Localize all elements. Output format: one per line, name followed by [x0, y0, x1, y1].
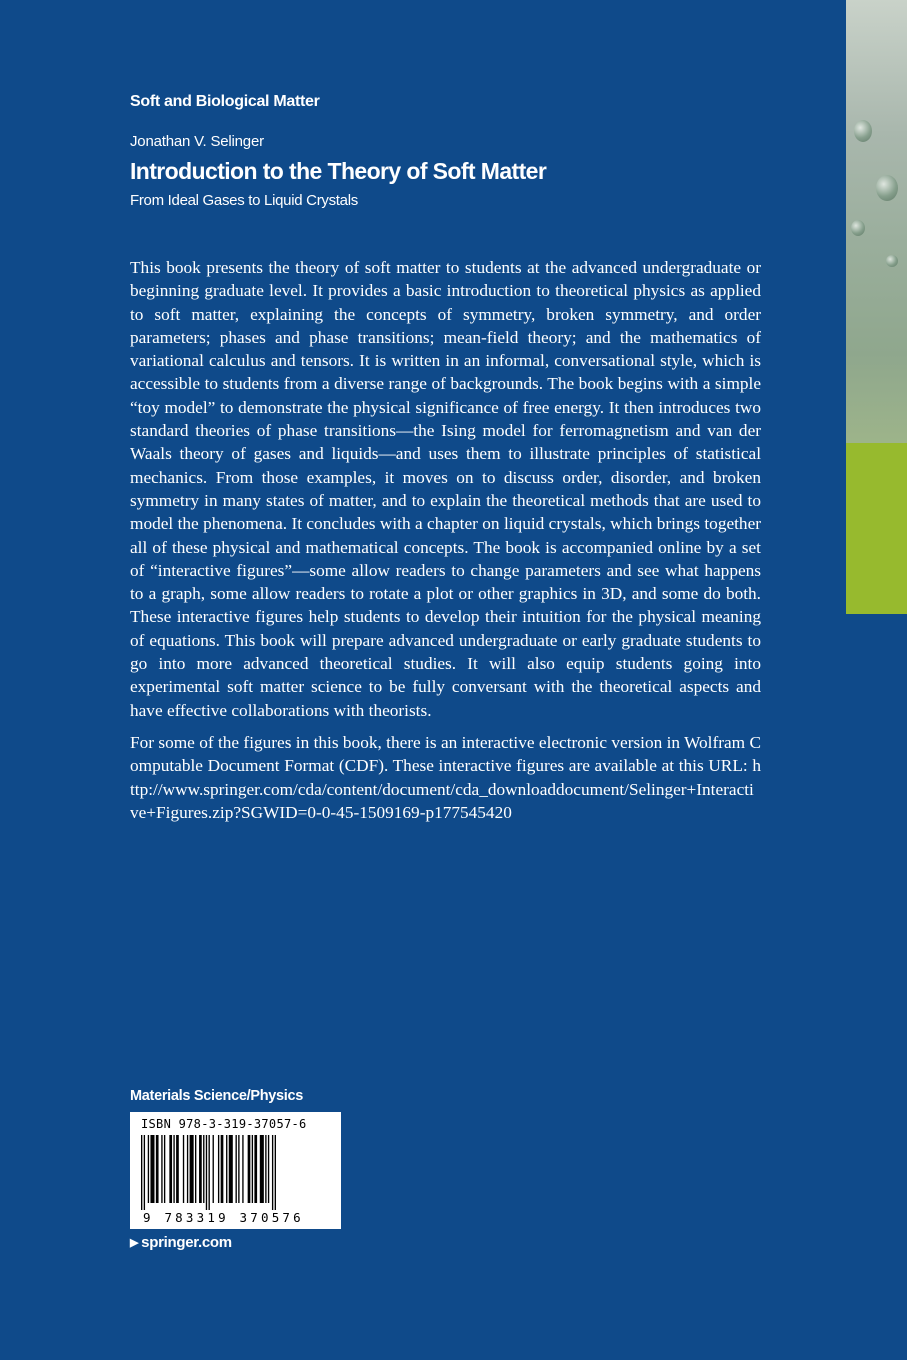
barcode-bars: [139, 1135, 333, 1210]
barcode-bar: [272, 1135, 273, 1210]
barcode-bar: [209, 1135, 210, 1210]
barcode-bar: [229, 1135, 233, 1203]
book-subtitle: From Ideal Gases to Liquid Crystals: [130, 192, 358, 209]
barcode-bar: [206, 1135, 207, 1210]
barcode-bar: [254, 1135, 257, 1203]
barcode-bar: [183, 1135, 184, 1203]
barcode-bar: [203, 1135, 204, 1203]
isbn-barcode: [130, 1112, 341, 1229]
barcode-bar: [226, 1135, 227, 1203]
barcode-bar: [161, 1135, 162, 1203]
barcode-digits: 9 783319 370576: [143, 1210, 304, 1225]
springer-link[interactable]: [130, 1234, 232, 1251]
cover-photo-fragment: [846, 0, 907, 443]
barcode-bar: [268, 1135, 269, 1203]
book-description: This book presents the theory of soft matter to students at the advanced undergraduate or beginning graduate level. It provides a basic introduction to theoretical physics as applied to soft matter, explaining the concepts of symmetry, broken symmetry, and order parameters; phases and phase transitions; mean-field theory; and the mathematics of variational calculus and tensors. It is written in an informal, conversational style, which is accessible to students from a diverse range of backgrounds. The book begins with a simple “toy model” to demonstrate the physical significance of free energy. It then introduces two standard theories of phase transitions—the Ising model for ferromagnetism and van der Waals theory of gases and liquids—and uses them to illustrate principles of statistical mechanics. From those examples, it moves on to discuss order, disorder, and broken symmetry in many states of matter, and to explain the theoretical methods that are used to model the phenomena. It concludes with a chapter on liquid crystals, which brings together all of these physical and mathematical concepts. The book is accompanied online by a set of “interactive figures”—some allow readers to change parameters and see what happens to a graph, some allow readers to rotate a plot or other graphics in 3D, and some do both. These interactive figures help students to develop their intuition for the physical meaning of equations. This book will prepare advanced undergraduate or early graduate students to go into more advanced theoretical studies. It will also equip students going into experimental soft matter science to be fully conversant with the theoretical aspects and have effective collaborations with theorists.: [130, 258, 761, 720]
barcode-bar: [141, 1135, 142, 1210]
barcode-bar: [164, 1135, 165, 1203]
barcode-bar: [252, 1135, 253, 1203]
barcode-bar: [260, 1135, 264, 1203]
arrow-right-icon: ▶: [130, 1237, 139, 1249]
author-name: Jonathan V. Selinger: [130, 133, 264, 150]
barcode-bar: [265, 1135, 266, 1203]
barcode-bar: [242, 1135, 243, 1203]
series-title: Soft and Biological Matter: [130, 93, 320, 110]
barcode-bar: [275, 1135, 276, 1210]
barcode-bar: [238, 1135, 239, 1203]
barcode-bar: [236, 1135, 237, 1203]
cover-spine-strip: [846, 0, 907, 1360]
springer-link-label: springer.com: [141, 1234, 232, 1251]
barcode-bar: [248, 1135, 251, 1203]
barcode-bar: [199, 1135, 202, 1203]
barcode-bar: [148, 1135, 149, 1203]
barcode-bar: [150, 1135, 154, 1203]
book-title: Introduction to the Theory of Soft Matter: [130, 158, 547, 184]
barcode-bar: [156, 1135, 159, 1203]
barcode-bar: [144, 1135, 145, 1210]
barcode-bar: [169, 1135, 172, 1203]
barcode-bar: [221, 1135, 224, 1203]
barcode-bar: [195, 1135, 196, 1203]
barcode-bar: [213, 1135, 214, 1203]
barcode-bar: [190, 1135, 194, 1203]
barcode-bar: [218, 1135, 219, 1203]
barcode-bar: [176, 1135, 179, 1203]
barcode-bar: [173, 1135, 174, 1203]
barcode-bar: [187, 1135, 188, 1203]
interactive-figures-note: For some of the figures in this book, there is an interactive electronic version in Wolfram Computable Document Format (CDF). These interactive figures are available at this URL: http://www.springer.com/cda/content/document/cda_downloaddocument/Selinger+Interactive+Figures.zip?SGWID=0-0-45-1509169-p177545420: [130, 733, 761, 822]
accent-green-block: [846, 443, 907, 614]
subject-category: Materials Science/Physics: [130, 1088, 304, 1104]
isbn-label: ISBN 978-3-319-37057-6: [141, 1117, 307, 1131]
